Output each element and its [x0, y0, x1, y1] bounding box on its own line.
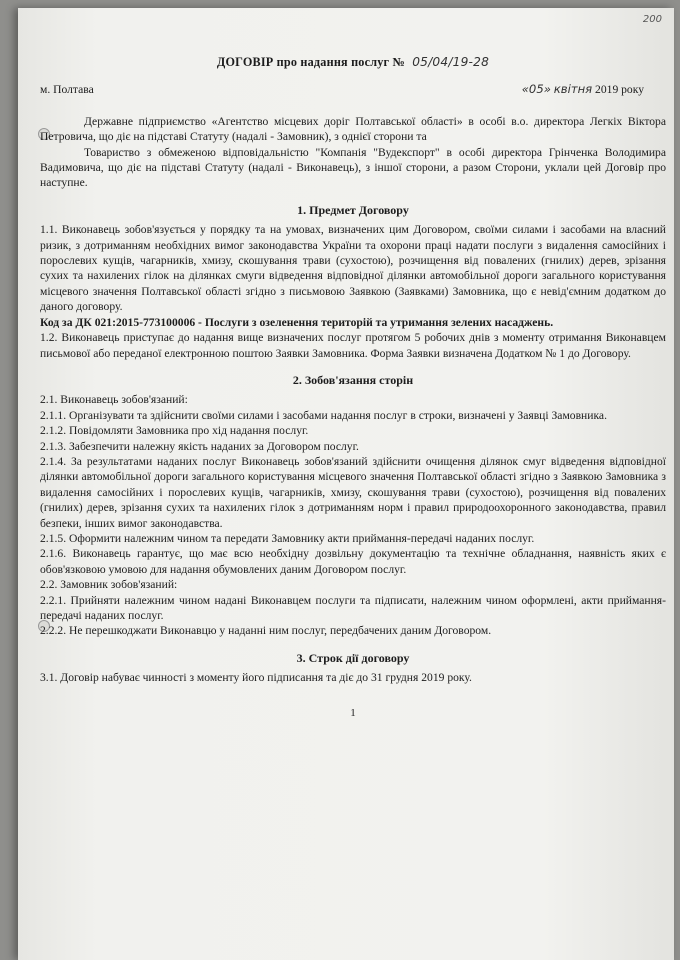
- clause-2-2: 2.2. Замовник зобов'язаний:: [40, 578, 178, 592]
- page-number: 1: [350, 706, 356, 719]
- city: м. Полтава: [40, 83, 94, 97]
- section-3-title: 3. Строк дії договору: [296, 650, 410, 665]
- dk-code: Код за ДК 021:2015-773100006 - Послуги з озеленення територій та утримання зелених насаджень.: [40, 315, 554, 329]
- clause-2-1-6: 2.1.6. Виконавець гарантує, що має всю необхідну дозвільну документацію та технічне обладнання, наявність яких є обов'язковою умовою для надання обумовлених даним Договором послуг.: [40, 547, 666, 576]
- contract-date: [522, 82, 666, 97]
- section-1-title: 1. Предмет Договору: [297, 202, 409, 217]
- party-customer: Державне підприємство «Агентство місцевих доріг Полтавської області» в особі в.о. директора Легкіх Віктора Петровича, що діє на підставі Статуту (надалі - Замовник), з однієї сторони та: [40, 114, 666, 144]
- date-month: квітня: [553, 82, 593, 97]
- clause-2-2-1: 2.2.1. Прийняти належним чином надані Виконавцем послуги та підписати, належним чином оформлені, акти приймання-передачі наданих послуг.: [40, 593, 666, 622]
- date-day: «05»: [521, 82, 551, 97]
- contract-number: 05/04/19-28: [412, 55, 490, 69]
- clause-1-1: 1.1. Виконавець зобов'язується у порядку та на умовах, визначених цим Договором, своїми силами і засобами на власний ризик, з дотриманням необхідних вимог законодавства України та охорони праці надати послуги з видалення самосійних і порослевих кущів, чагарників, хмизу, скошування трави (сухостою), розчищення від повалених (гнилих) дерев, зрізання сухих та нахилених гілок на ділянках смуги відведення відповідної ділянки автомобільної дороги загального користування місцевого значення Полтавської області згідно з письмовою Заявкою (Заявками) Замовника, що є невід'ємним додатком до даного договору.: [40, 223, 666, 314]
- section-2-title: 2. Зобов'язання сторін: [292, 372, 414, 387]
- title-text: ДОГОВІР про надання послуг №: [216, 55, 405, 69]
- party-contractor: Товариство з обмеженою відповідальністю "Компанія "Вудекспорт" в особі директора Грінченка Володимира Вадимовича, що діє на підставі Статуту (надалі - Виконавець), з іншої сторони, а разом Сторони, уклали цей Договір про наступне.: [40, 145, 666, 190]
- contract-title: [40, 55, 666, 70]
- clause-1-2: 1.2. Виконавець приступає до надання вище визначених послуг протягом 5 робочих днів з моменту отримання Виконавцем письмової або переданої електронною поштою Заявки Замовника. Форма Заявки визначена Додатком № 1 до Договору.: [40, 331, 666, 360]
- clause-2-1-5: 2.1.5. Оформити належним чином та передати Замовнику акти приймання-передачі наданих послуг.: [40, 531, 535, 545]
- clause-2-1-1: 2.1.1. Організувати та здійснити своїми силами і засобами надання послуг в строки, визначені у Заявці Замовника.: [40, 408, 607, 422]
- clause-2-1-2: 2.1.2. Повідомляти Замовника про хід надання послуг.: [40, 424, 309, 438]
- corner-mark: 200: [642, 14, 662, 25]
- clause-2-1-3: 2.1.3. Забезпечити належну якість наданих за Договором послуг.: [40, 439, 359, 453]
- clause-2-1-4: 2.1.4. За результатами наданих послуг Виконавець зобов'язаний здійснити очищення ділянок смуг відведення відповідної ділянки автомобільної дороги загального користування місцевого значення Полтавської області згідно з Заявкою Замовника з видалення самосійних і порослевих кущів, чагарників, хмизу, скошування трави (сухостою), розчищення від повалених (гнилих) дерев, зрізання сухих та нахилених гілок з дотриманням норм і правил природоохоронного законодавства, правил безпеки, інших вимог законодавства.: [40, 454, 666, 530]
- clause-3-1: 3.1. Договір набуває чинності з моменту його підписання та діє до 31 грудня 2019 року.: [40, 671, 472, 685]
- clause-2-1: 2.1. Виконавець зобов'язаний:: [40, 393, 188, 407]
- clause-2-2-2: 2.2.2. Не перешкоджати Виконавцю у наданні ним послуг, передбачених даним Договором.: [40, 624, 492, 638]
- document-body: [40, 55, 666, 721]
- date-year: 2019 року: [595, 83, 644, 97]
- place-date-row: [40, 82, 666, 97]
